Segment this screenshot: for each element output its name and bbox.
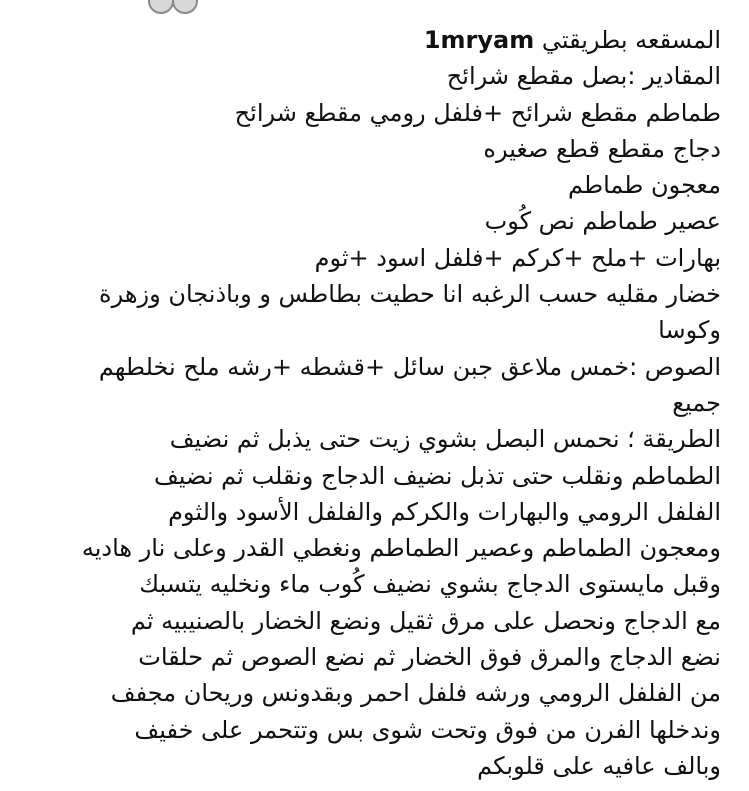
- post-caption: [0, 22, 721, 784]
- caption-line: الطريقة ؛ نحمس البصل بشوي زيت حتى يذبل ثم نضيف: [169, 425, 721, 454]
- caption-line: نضع الدجاج والمرق فوق الخضار ثم نضع الصوص ثم حلقات: [138, 643, 721, 672]
- caption-line: الصوص :خمس ملاعق جبن سائل +قشطه +رشه ملح نخلطهم: [98, 352, 721, 381]
- caption-line: ومعجون الطماطم وعصير الطماطم ونغطي القدر وعلى نار هاديه: [81, 534, 721, 563]
- caption-line: الطماطم ونقلب حتى تذبل نضيف الدجاج ونقلب ثم نضيف: [153, 461, 721, 490]
- caption-line: دجاج مقطع قطع صغيره: [483, 134, 721, 163]
- caption-line: بهارات +ملح +كركم +فلفل اسود +ثوم: [314, 243, 721, 272]
- caption-line: من الفلفل الرومي ورشه فلفل احمر وبقدونس وريحان مجفف: [110, 679, 721, 708]
- top-avatar-strip: [0, 0, 749, 14]
- caption-line: طماطم مقطع شرائح +فلفل رومي مقطع شرائح: [234, 98, 721, 127]
- caption-line: عصير طماطم نص كُوب: [484, 207, 721, 236]
- caption-line: المقادير :بصل مقطع شرائح: [446, 62, 721, 91]
- caption-title: المسقعه بطريقتي: [541, 26, 721, 54]
- caption-first-line: [0, 22, 721, 58]
- caption-line: وكوسا: [658, 316, 721, 345]
- username-link[interactable]: 1mryam: [423, 26, 535, 54]
- avatar[interactable]: [172, 0, 198, 14]
- caption-line: وندخلها الفرن من فوق وتحت شوى بس وتتحمر على خفيف: [134, 715, 721, 744]
- caption-line: جميع: [672, 388, 721, 417]
- caption-line: وقبل مايستوى الدجاج بشوي نضيف كُوب ماء ونخليه يتسبك: [139, 570, 721, 599]
- caption-line: خضار مقليه حسب الرغبه انا حطيت بطاطس و وباذنجان وزهرة: [99, 280, 721, 309]
- caption-line: مع الدجاج ونحصل على مرق ثقيل ونضع الخضار بالصنيبيه ثم: [130, 606, 721, 635]
- caption-line: معجون طماطم: [568, 171, 721, 200]
- caption-line: الفلفل الرومي والبهارات والكركم والفلفل الأسود والثوم: [168, 497, 721, 526]
- avatar[interactable]: [148, 0, 174, 14]
- caption-line: وبالف عافيه على قلوبكم: [477, 751, 721, 780]
